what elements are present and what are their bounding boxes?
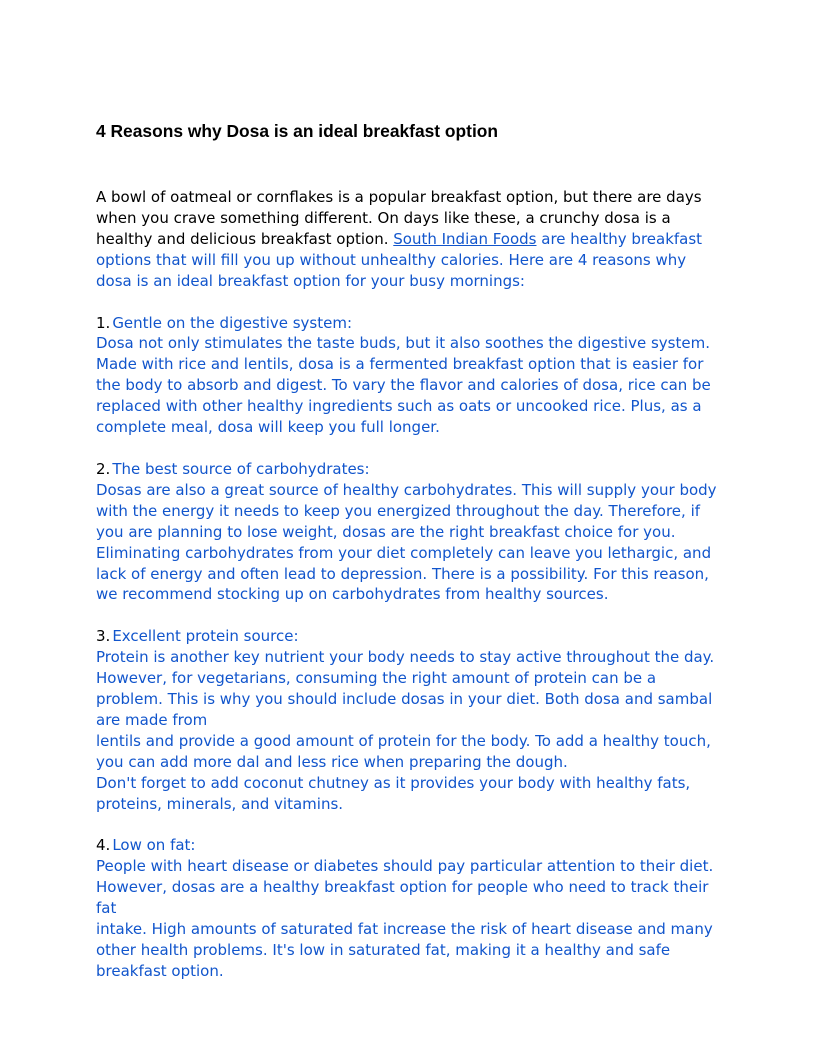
section-paragraph: Dosas are also a great source of healthy carbohydrates. This will supply your body with the energy it needs to keep you energized throughout the day. Therefore, if you are planning to lose weight, dosas are the right breakfast choice for you. Eliminating carbohydrates from your diet completely can leave you lethargic, and lack of energy and often lead to depression. There is a possibility. For this reason, we recommend stocking up on carbohydrates from healthy sources.	[96, 480, 717, 604]
intro-text: A bowl of oatmeal or cornflakes is a popular breakfast option, but there are days when you crave something different. On days like these, a crunchy dosa is a healthy and delicious breakfast option.	[96, 188, 702, 248]
section-paragraph: However, dosas are a healthy breakfast option for people who need to track their fat	[96, 878, 709, 918]
section-4	[96, 835, 722, 981]
section-number: 1.	[96, 313, 111, 332]
section-heading	[96, 459, 722, 480]
section-number: 4.	[96, 836, 111, 855]
section-paragraph: Dosa not only stimulates the taste buds, but it also soothes the digestive system. Made with rice and lentils, dosa is a fermented breakfast option that is easier for the body to absorb and digest. To vary the flavor and calories of dosa, rice can be replaced with other healthy ingredients such as oats or uncooked rice. Plus, as a complete meal, dosa will keep you full longer.	[96, 334, 711, 437]
section-1	[96, 313, 722, 438]
section-paragraph: Protein is another key nutrient your body needs to stay active throughout the day.	[96, 648, 715, 667]
section-heading-text: Excellent protein source:	[112, 627, 299, 646]
section-heading-text: Gentle on the digestive system:	[112, 313, 353, 332]
section-heading-text: Low on fat:	[112, 836, 196, 855]
section-heading	[96, 626, 722, 647]
document-page	[96, 120, 722, 982]
section-heading-text: The best source of carbohydrates:	[112, 459, 370, 478]
section-3	[96, 626, 722, 814]
intro-paragraph	[96, 187, 722, 292]
section-number: 3.	[96, 627, 111, 646]
section-2	[96, 459, 722, 605]
south-indian-foods-link[interactable]: South Indian Foods	[393, 229, 537, 248]
document-title: 4 Reasons why Dosa is an ideal breakfast option	[96, 121, 499, 141]
section-heading	[96, 313, 722, 334]
section-paragraph: intake. High amounts of saturated fat increase the risk of heart disease and many other health problems. It's low in saturated fat, making it a healthy and safe breakfast option.	[96, 920, 713, 980]
section-paragraph: People with heart disease or diabetes should pay particular attention to their diet.	[96, 857, 714, 876]
intro-text-continued: are healthy breakfast options that will fill you up without unhealthy calories. Here are 4 reasons why dosa is an ideal breakfast option for your busy mornings:	[96, 229, 703, 290]
section-paragraph: Don't forget to add coconut chutney as it provides your body with healthy fats, proteins, minerals, and vitamins.	[96, 773, 691, 813]
section-paragraph: lentils and provide a good amount of protein for the body. To add a healthy touch, you can add more dal and less rice when preparing the dough.	[96, 731, 711, 771]
section-paragraph: However, for vegetarians, consuming the right amount of protein can be a problem. This is why you should include dosas in your diet. Both dosa and sambal are made from	[96, 669, 713, 729]
section-number: 2.	[96, 459, 111, 478]
section-heading	[96, 835, 722, 856]
